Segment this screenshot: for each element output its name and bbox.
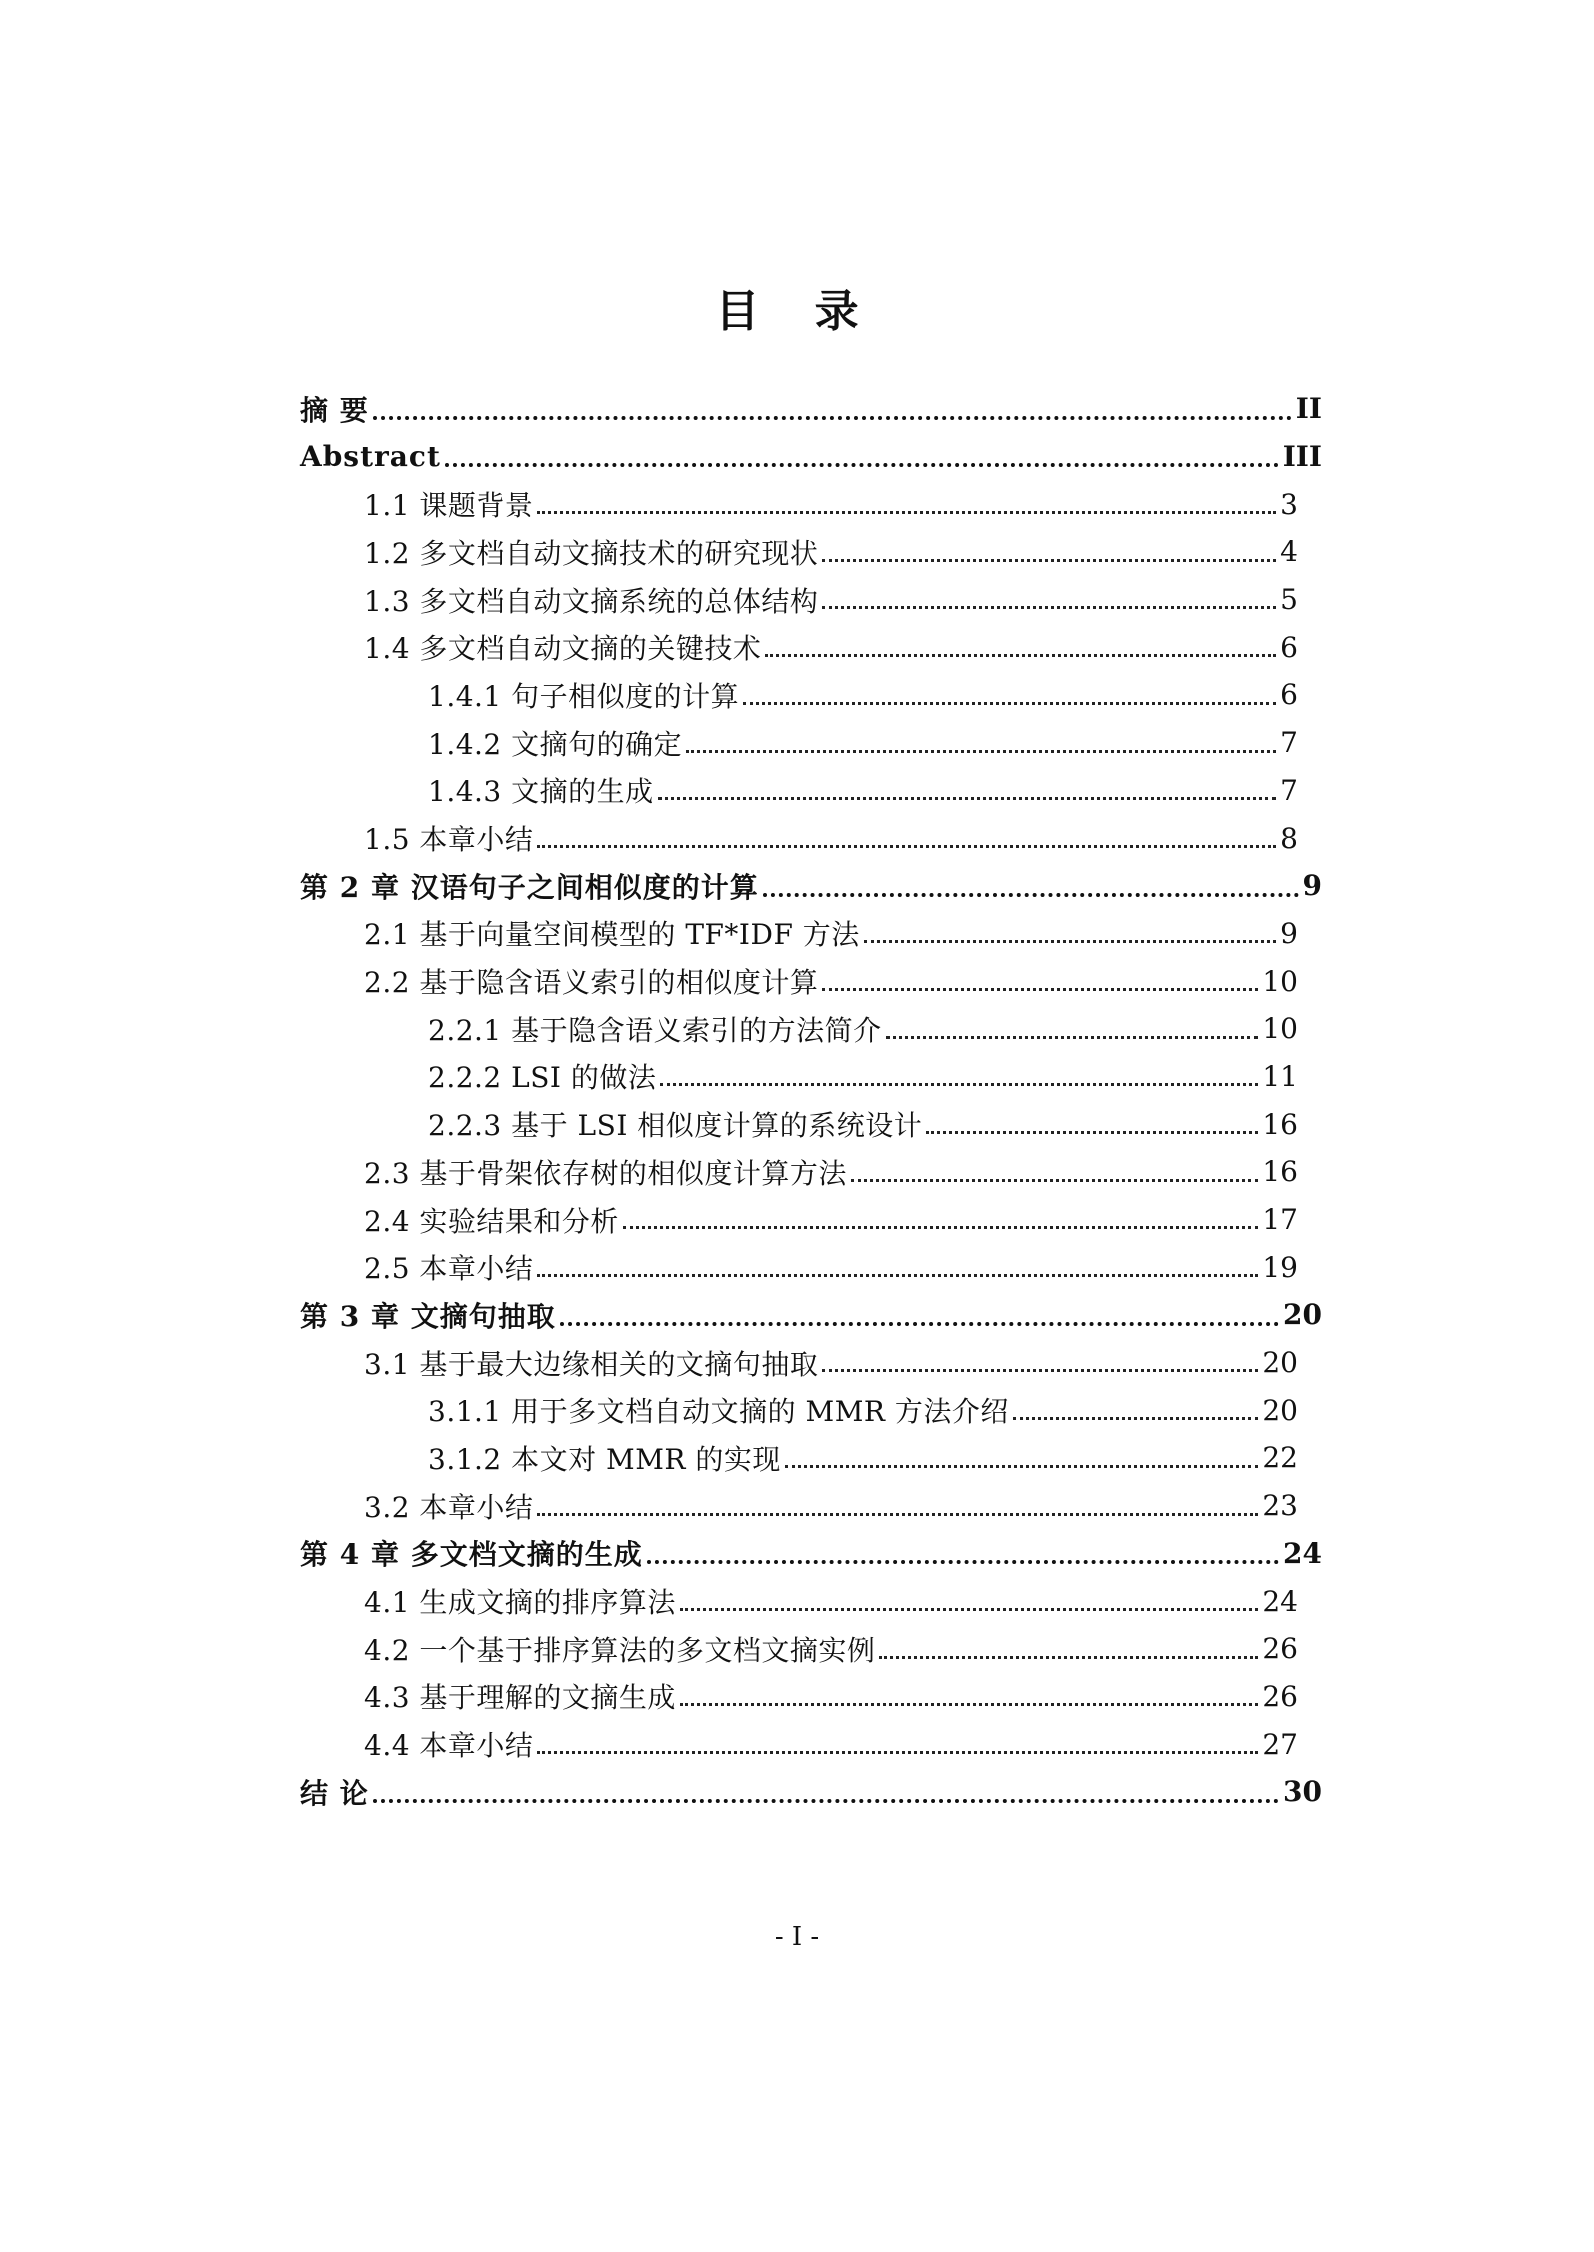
toc-entry-label: 4.2 一个基于排序算法的多文档文摘实例 xyxy=(364,1633,876,1667)
toc-entry[interactable] xyxy=(300,1386,1322,1434)
toc-entry-label: 2.5 本章小结 xyxy=(364,1252,534,1286)
toc-entry-page: 20 xyxy=(1262,1346,1298,1380)
toc-entry-label: 2.3 基于骨架依存树的相似度计算方法 xyxy=(364,1156,847,1190)
dot-leader xyxy=(822,987,1258,991)
dot-leader xyxy=(886,1035,1259,1039)
dot-leader xyxy=(822,605,1276,609)
toc-entry-label: 2.4 实验结果和分析 xyxy=(364,1204,619,1238)
toc-entry[interactable] xyxy=(300,1482,1322,1530)
toc-entry-page: 6 xyxy=(1280,630,1298,664)
toc-entry-label: 1.5 本章小结 xyxy=(364,823,534,857)
dot-leader xyxy=(926,1130,1258,1134)
dot-leader xyxy=(686,749,1276,753)
dot-leader xyxy=(537,1512,1258,1516)
dot-leader xyxy=(765,653,1276,657)
toc-entry-label: 结 论 xyxy=(300,1776,369,1810)
dot-leader xyxy=(743,701,1276,705)
dot-leader xyxy=(763,892,1299,897)
dot-leader xyxy=(537,844,1276,848)
toc-entry-label: 3.1.1 用于多文档自动文摘的 MMR 方法介绍 xyxy=(428,1395,1009,1429)
toc-entry-label: 1.4.2 文摘句的确定 xyxy=(428,727,683,761)
toc-entry[interactable] xyxy=(300,576,1322,624)
toc-entry-page: 3 xyxy=(1280,487,1298,521)
toc-entry[interactable] xyxy=(300,385,1322,433)
toc-entry-page: 22 xyxy=(1262,1441,1298,1475)
toc-entry[interactable] xyxy=(300,528,1322,576)
toc-entry-label: 1.4.1 句子相似度的计算 xyxy=(428,679,740,713)
dot-leader xyxy=(537,1273,1258,1277)
toc-entry-page: 23 xyxy=(1262,1489,1298,1523)
toc-entry-page: 5 xyxy=(1280,583,1298,617)
toc-entry-page: 24 xyxy=(1262,1584,1298,1618)
toc-entry-page: 27 xyxy=(1262,1727,1298,1761)
toc-entry[interactable] xyxy=(300,433,1322,481)
toc-entry-label: 3.1 基于最大边缘相关的文摘句抽取 xyxy=(364,1347,819,1381)
toc-entry-label: 摘 要 xyxy=(300,393,369,427)
toc-entry-page: 20 xyxy=(1283,1298,1322,1332)
toc-entry-label: 4.4 本章小结 xyxy=(364,1729,534,1763)
toc-entry-page: 26 xyxy=(1262,1632,1298,1666)
toc-entry[interactable] xyxy=(300,767,1322,815)
dot-leader xyxy=(445,462,1279,467)
toc-entry[interactable] xyxy=(300,1196,1322,1244)
toc-entry[interactable] xyxy=(300,1720,1322,1768)
page-number: - I - xyxy=(774,1922,820,1952)
dot-leader xyxy=(537,1750,1258,1754)
dot-leader xyxy=(822,1368,1258,1372)
dot-leader xyxy=(647,1559,1279,1564)
dot-leader xyxy=(537,510,1276,514)
dot-leader xyxy=(785,1464,1258,1468)
toc-entry-page: 19 xyxy=(1262,1250,1298,1284)
toc-entry[interactable] xyxy=(300,1530,1322,1578)
toc-entry-label: 1.3 多文档自动文摘系统的总体结构 xyxy=(364,584,819,618)
toc-entry[interactable] xyxy=(300,1291,1322,1339)
dot-leader xyxy=(879,1655,1258,1659)
dot-leader xyxy=(658,796,1277,800)
toc-entry[interactable] xyxy=(300,1768,1322,1816)
dot-leader xyxy=(373,415,1292,420)
toc-entry[interactable] xyxy=(300,910,1322,958)
toc-entry-page: 8 xyxy=(1280,821,1298,855)
toc-entry-page: 16 xyxy=(1262,1155,1298,1189)
page-title: 目 录 xyxy=(715,286,879,337)
toc-entry-page: 24 xyxy=(1283,1536,1322,1570)
toc-entry[interactable] xyxy=(300,1053,1322,1101)
toc-entry-page: 26 xyxy=(1262,1679,1298,1713)
toc-entry-label: 2.2.3 基于 LSI 相似度计算的系统设计 xyxy=(428,1109,923,1143)
toc-entry[interactable] xyxy=(300,1339,1322,1387)
dot-leader xyxy=(373,1798,1279,1803)
toc-entry-page: 20 xyxy=(1262,1393,1298,1427)
toc-entry-label: Abstract xyxy=(300,440,441,474)
toc-entry-page: 9 xyxy=(1280,916,1298,950)
toc-entry-page: II xyxy=(1295,392,1322,426)
dot-leader xyxy=(864,939,1276,943)
toc-entry[interactable] xyxy=(300,671,1322,719)
toc-entry[interactable] xyxy=(300,623,1322,671)
toc-entry[interactable] xyxy=(300,719,1322,767)
toc-entry[interactable] xyxy=(300,814,1322,862)
toc-entry-label: 3.2 本章小结 xyxy=(364,1490,534,1524)
toc-entry-label: 2.1 基于向量空间模型的 TF*IDF 方法 xyxy=(364,918,860,952)
toc-entry-label: 1.4.3 文摘的生成 xyxy=(428,775,654,809)
toc-entry-page: 17 xyxy=(1262,1203,1298,1237)
dot-leader xyxy=(680,1607,1258,1611)
dot-leader xyxy=(822,558,1276,562)
toc-entry[interactable] xyxy=(300,957,1322,1005)
toc-entry-page: 9 xyxy=(1302,869,1322,903)
toc-entry-page: 7 xyxy=(1280,726,1298,760)
toc-entry-label: 1.1 课题背景 xyxy=(364,489,534,523)
toc-entry-label: 2.2 基于隐含语义索引的相似度计算 xyxy=(364,966,819,1000)
toc-entry-label: 3.1.2 本文对 MMR 的实现 xyxy=(428,1442,781,1476)
dot-leader xyxy=(660,1082,1258,1086)
toc-entry-page: 7 xyxy=(1280,773,1298,807)
toc-entry-page: 16 xyxy=(1262,1107,1298,1141)
dot-leader xyxy=(560,1321,1279,1326)
dot-leader xyxy=(623,1225,1258,1229)
toc-entry[interactable] xyxy=(300,862,1322,910)
toc-entry[interactable] xyxy=(300,1673,1322,1721)
toc-entry[interactable] xyxy=(300,1243,1322,1291)
toc-entry[interactable] xyxy=(300,1577,1322,1625)
toc-entry[interactable] xyxy=(300,1005,1322,1053)
table-of-contents xyxy=(300,385,1322,1816)
dot-leader xyxy=(680,1702,1258,1706)
toc-entry-page: 4 xyxy=(1280,535,1298,569)
toc-entry-label: 第 4 章 多文档文摘的生成 xyxy=(300,1538,643,1572)
toc-entry-label: 4.1 生成文摘的排序算法 xyxy=(364,1586,676,1620)
toc-entry[interactable] xyxy=(300,1625,1322,1673)
toc-entry-label: 1.4 多文档自动文摘的关键技术 xyxy=(364,632,762,666)
toc-entry-label: 4.3 基于理解的文摘生成 xyxy=(364,1681,676,1715)
toc-entry[interactable] xyxy=(300,480,1322,528)
toc-entry[interactable] xyxy=(300,1100,1322,1148)
toc-entry[interactable] xyxy=(300,1148,1322,1196)
toc-entry-label: 第 2 章 汉语句子之间相似度的计算 xyxy=(300,870,759,904)
toc-entry-page: III xyxy=(1282,440,1322,474)
toc-entry-page: 10 xyxy=(1262,1012,1298,1046)
dot-leader xyxy=(851,1178,1258,1182)
dot-leader xyxy=(1013,1416,1258,1420)
toc-entry-label: 第 3 章 文摘句抽取 xyxy=(300,1299,556,1333)
toc-entry-page: 11 xyxy=(1262,1059,1298,1093)
toc-entry-label: 2.2.2 LSI 的做法 xyxy=(428,1061,657,1095)
toc-entry-page: 10 xyxy=(1262,964,1298,998)
toc-entry-page: 30 xyxy=(1283,1775,1322,1809)
toc-entry-page: 6 xyxy=(1280,678,1298,712)
toc-entry-label: 1.2 多文档自动文摘技术的研究现状 xyxy=(364,536,819,570)
toc-entry[interactable] xyxy=(300,1434,1322,1482)
toc-entry-label: 2.2.1 基于隐含语义索引的方法简介 xyxy=(428,1013,882,1047)
